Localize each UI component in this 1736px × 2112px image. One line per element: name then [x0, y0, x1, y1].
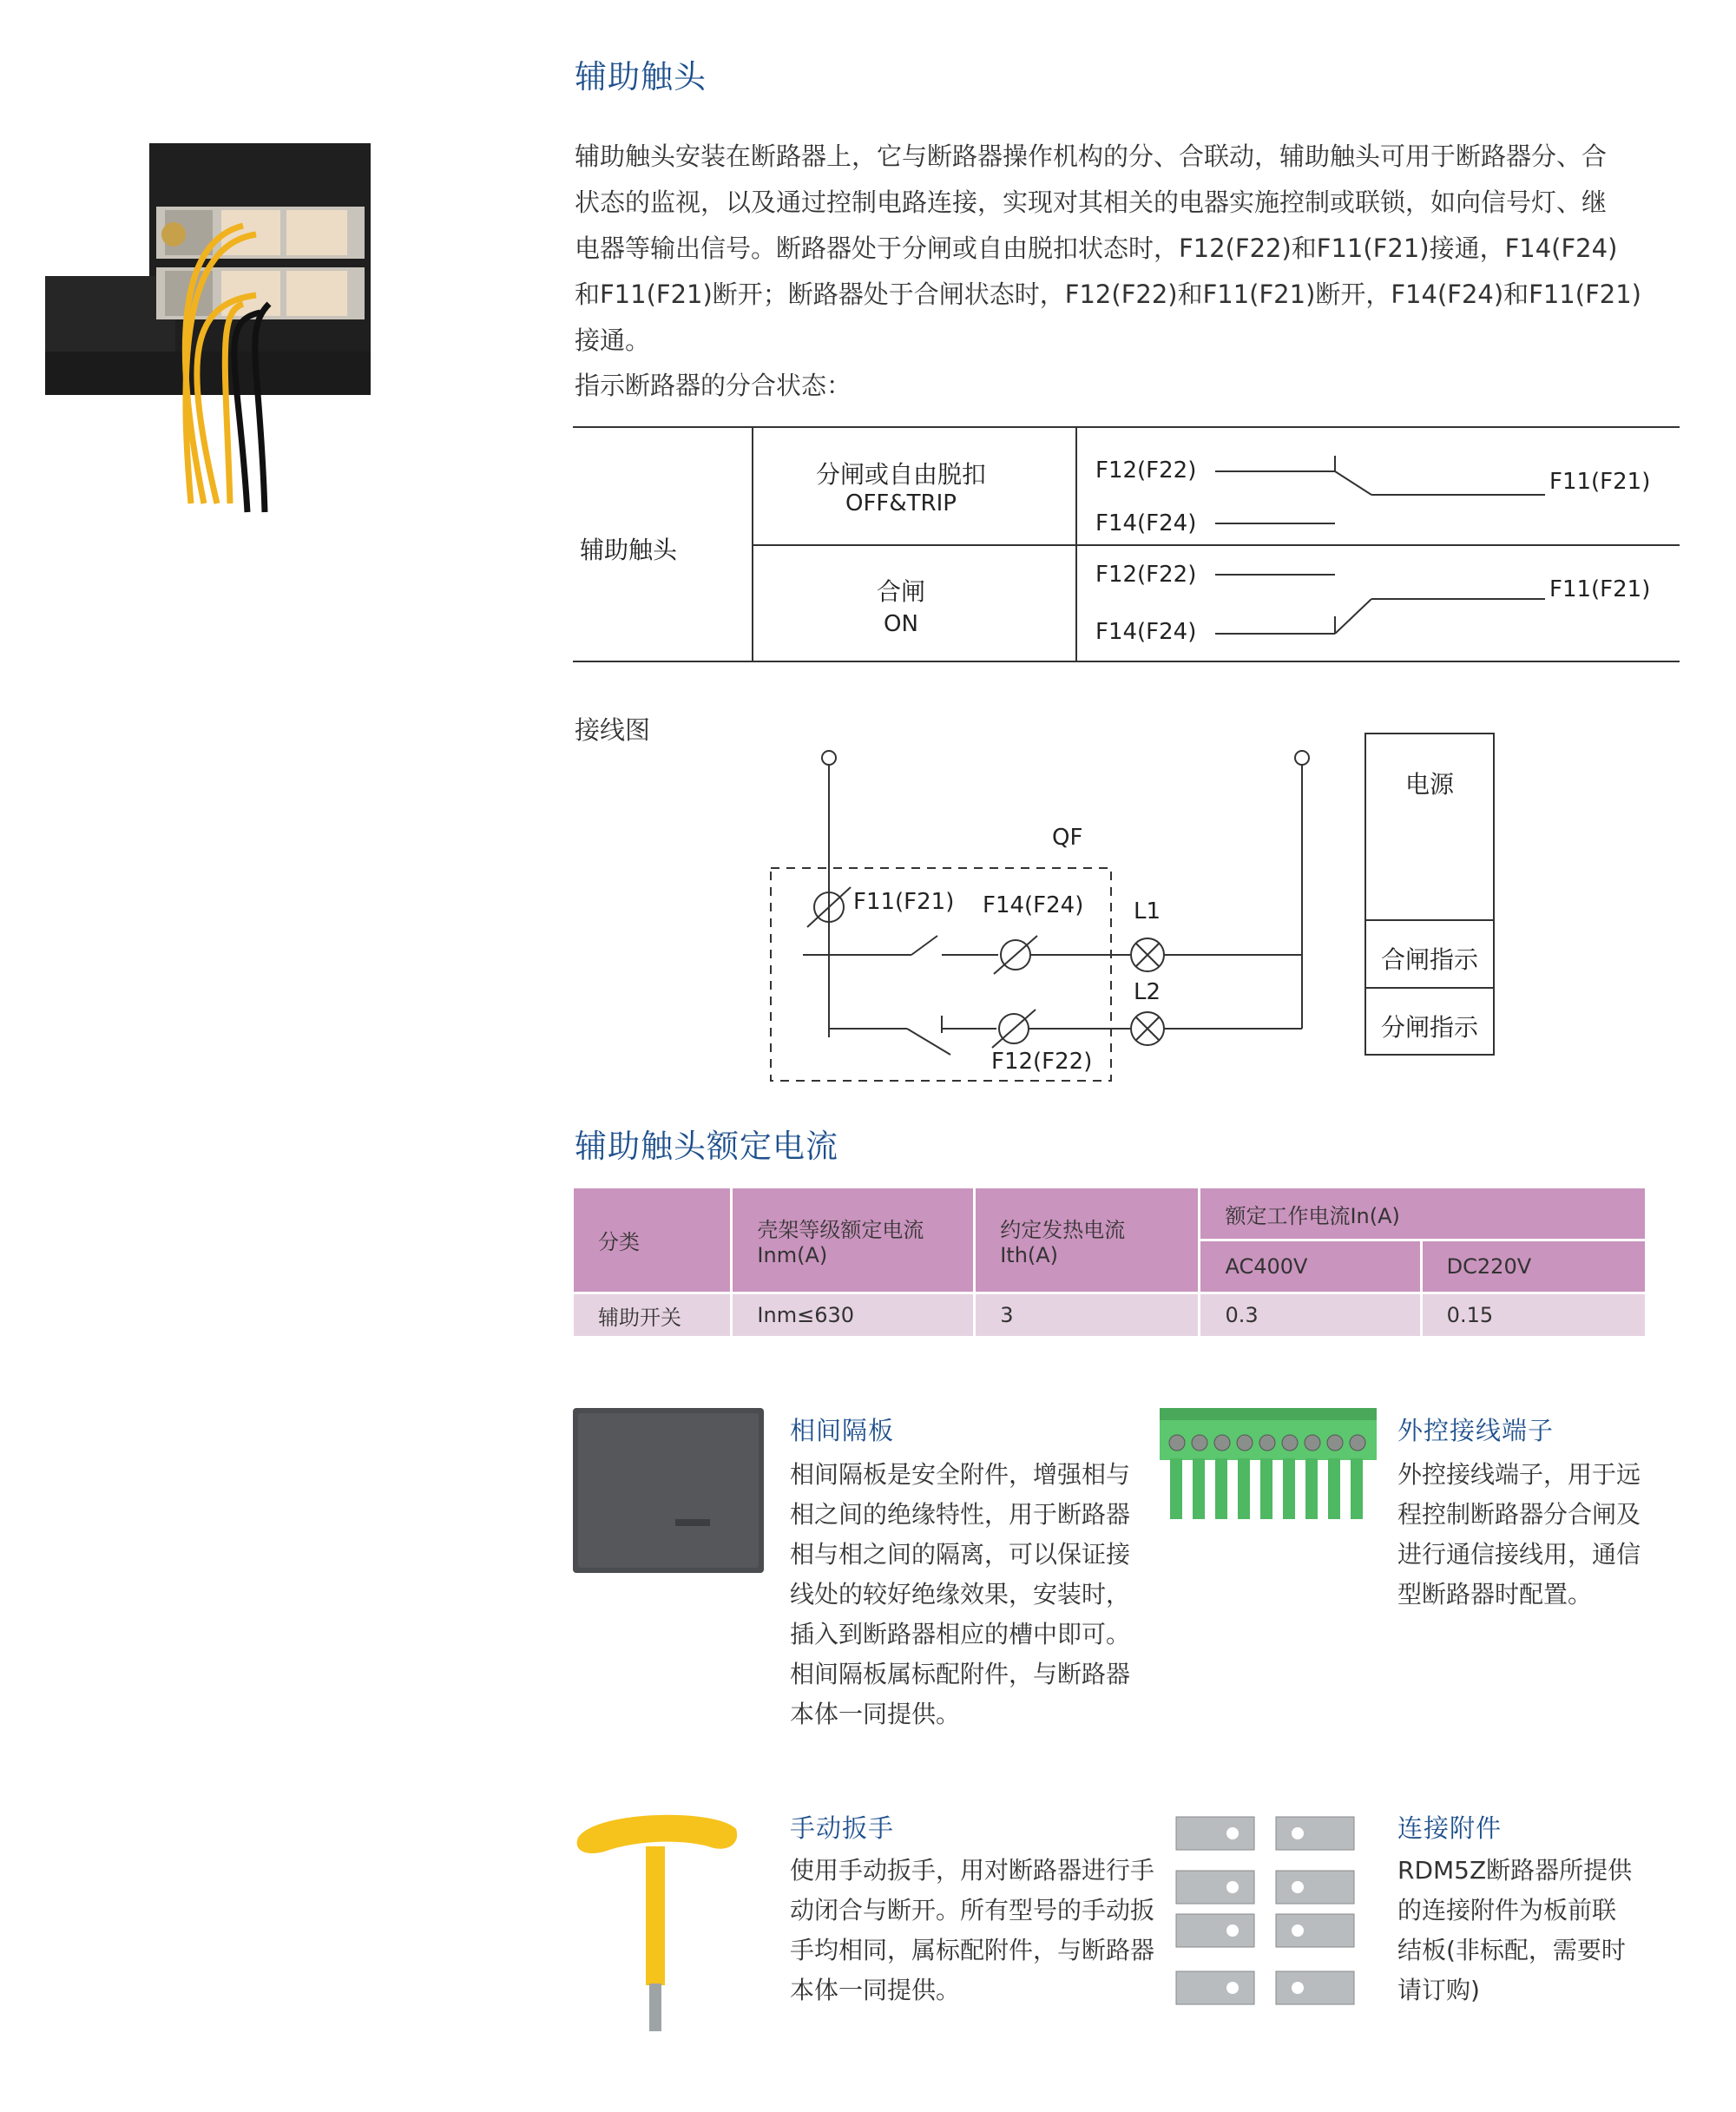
section-title-aux-contact: 辅助触头: [575, 58, 707, 95]
row2-f12-label: F12(F22): [1095, 562, 1197, 588]
state-table-row-label: 辅助触头: [580, 536, 678, 564]
wiring-f14-label: F14(F24): [983, 892, 1084, 918]
wiring-f11-label: F11(F21): [853, 889, 955, 915]
row1-f14-label: F14(F24): [1095, 510, 1197, 536]
rated-current-table: [571, 1186, 1647, 1339]
paragraph-line: 状态的监视，以及通过控制电路连接，实现对其相关的电器实施控制或联锁，如向信号灯、继: [575, 188, 1608, 217]
handle-line: 使用手动扳手，用对断路器进行手: [790, 1856, 1155, 1885]
header-category: 分类: [574, 1188, 730, 1292]
terminal-description: [1397, 1455, 1641, 1615]
row1-f12-label: F12(F22): [1095, 457, 1197, 484]
barrier-line: 线处的较好绝缘效果，安装时，: [790, 1580, 1131, 1609]
handle-title: 手动扳手: [790, 1813, 895, 1843]
barrier-line: 本体一同提供。: [790, 1700, 961, 1728]
row1-f11-label: F11(F21): [1549, 469, 1651, 495]
row2-f14-label: F14(F24): [1095, 619, 1197, 645]
wiring-heading: 接线图: [575, 715, 651, 745]
barrier-line: 相与相之间的隔离，可以保证接: [790, 1540, 1131, 1569]
barrier-line: 相之间的绝缘特性，用于断路器: [790, 1500, 1131, 1529]
barrier-title: 相间隔板: [790, 1416, 895, 1445]
state-on-en: ON: [884, 611, 918, 637]
handle-line: 手均相同，属标配附件，与断路器: [790, 1936, 1155, 1964]
paragraph-line: 电器等输出信号。断路器处于分闸或自由脱扣状态时，F12(F22)和F11(F21)接通，F14(F24): [575, 234, 1618, 263]
terminal-block-photo: [1158, 1406, 1380, 1524]
cell-dc: 0.15: [1423, 1294, 1645, 1336]
state-off-cn: 分闸或自由脱扣: [815, 460, 986, 489]
handle-description: [790, 1851, 1154, 2010]
paragraph-line: 和F11(F21)断开；断路器处于合闸状态时，F12(F22)和F11(F21)断开，F14(F24)和F11(F21): [575, 280, 1641, 309]
header-thermal-line2: Ith(A): [1000, 1243, 1059, 1267]
connection-plates-photo: [1172, 1810, 1371, 2015]
connector-line: 请订购): [1397, 1976, 1480, 2004]
aux-contact-photo: [43, 139, 391, 538]
row2-f11-label: F11(F21): [1549, 576, 1651, 602]
wiring-f12-label: F12(F22): [991, 1049, 1093, 1075]
terminal-line: 程控制断路器分合闸及: [1397, 1500, 1641, 1529]
terminal-line: 外控接线端子，用于远: [1397, 1460, 1641, 1489]
section-title-rated-current: 辅助触头额定电流: [575, 1128, 838, 1165]
paragraph-line: 辅助触头安装在断路器上，它与断路器操作机构的分、合联动，辅助触头可用于断路器分、合: [575, 141, 1608, 171]
handle-line: 动闭合与断开。所有型号的手动扳: [790, 1896, 1155, 1924]
header-thermal-current: [976, 1188, 1198, 1292]
aux-contact-description: [575, 134, 1703, 364]
connector-description: [1397, 1851, 1632, 2010]
barrier-line: 插入到断路器相应的槽中即可。: [790, 1620, 1131, 1648]
connector-line: 的连接附件为板前联: [1397, 1896, 1617, 1924]
header-ac: AC400V: [1200, 1241, 1419, 1292]
barrier-description: [790, 1455, 1130, 1734]
header-frame-current-line1: 壳架等级额定电流: [757, 1218, 924, 1242]
header-frame-current-line2: Inm(A): [757, 1243, 828, 1267]
barrier-line: 相间隔板属标配附件，与断路器: [790, 1660, 1131, 1688]
header-thermal-line1: 约定发热电流: [1000, 1218, 1126, 1242]
legend-open-indicator: 分闸指示: [1380, 1013, 1478, 1042]
handle-line: 本体一同提供。: [790, 1976, 961, 2004]
header-frame-current: [733, 1188, 973, 1292]
wiring-qf-label: QF: [1052, 825, 1083, 851]
terminal-line: 进行通信接线用，通信: [1397, 1540, 1641, 1569]
connector-title: 连接附件: [1397, 1813, 1503, 1843]
paragraph-line: 接通。: [575, 326, 651, 355]
terminal-title: 外控接线端子: [1397, 1416, 1555, 1445]
state-off-en: OFF&TRIP: [845, 490, 957, 516]
state-on-cn: 合闸: [876, 577, 925, 606]
legend-power: 电源: [1404, 770, 1454, 799]
barrier-line: 相间隔板是安全附件，增强相与: [790, 1460, 1131, 1489]
cell-ac: 0.3: [1200, 1294, 1419, 1336]
header-dc: DC220V: [1423, 1241, 1645, 1292]
legend-close-indicator: 合闸指示: [1380, 945, 1478, 974]
connector-line: 结板(非标配，需要时: [1397, 1936, 1626, 1964]
cell-frame: Inm≤630: [733, 1294, 973, 1336]
wiring-l2-label: L2: [1134, 979, 1161, 1005]
wiring-l1-label: L1: [1134, 898, 1161, 924]
phase-barrier-photo: [571, 1406, 767, 1576]
status-heading: 指示断路器的分合状态：: [575, 371, 852, 400]
cell-category: 辅助开关: [574, 1294, 730, 1336]
manual-handle-photo: [569, 1801, 743, 2036]
header-working-current: 额定工作电流In(A): [1200, 1188, 1645, 1239]
cell-thermal: 3: [976, 1294, 1198, 1336]
terminal-line: 型断路器时配置。: [1397, 1580, 1593, 1609]
connector-line: RDM5Z断路器所提供: [1397, 1856, 1633, 1885]
